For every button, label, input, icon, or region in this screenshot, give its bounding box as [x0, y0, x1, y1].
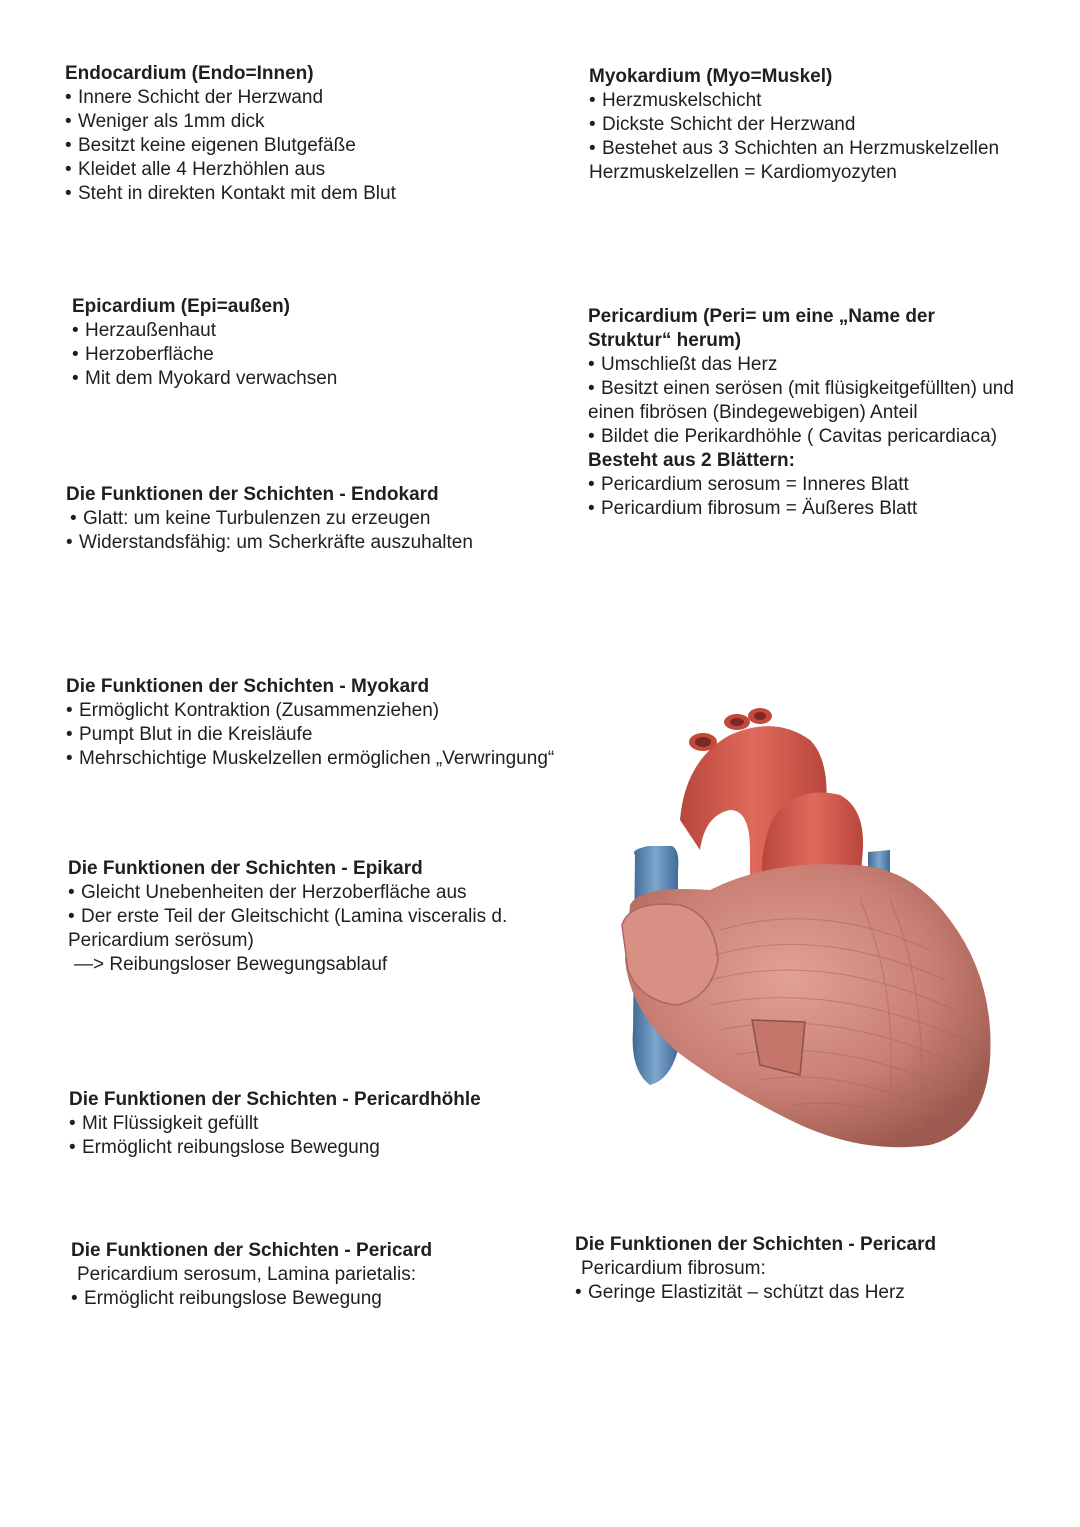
myokardium-note: Herzmuskelzellen = Kardiomyozyten	[589, 162, 897, 183]
list-item: • Widerstandsfähig: um Scherkräfte auszuhalten	[66, 531, 473, 555]
list-item: • Pericardium fibrosum = Äußeres Blatt	[588, 497, 1014, 521]
func-endokard-title: Die Funktionen der Schichten - Endokard	[66, 484, 439, 505]
list-item: • Geringe Elastizität – schützt das Herz	[575, 1281, 936, 1305]
func-epikard-result: —> Reibungsloser Bewegungsablauf	[74, 954, 388, 975]
heart-illustration	[600, 700, 1000, 1160]
func-pericardhoehle-title: Die Funktionen der Schichten - Pericardhöhle	[69, 1089, 481, 1110]
func-myokard-title: Die Funktionen der Schichten - Myokard	[66, 676, 430, 697]
list-item: • Herzoberfläche	[72, 343, 337, 367]
list-item: • Dickste Schicht der Herzwand	[589, 113, 999, 137]
list-item: • Herzmuskelschicht	[589, 89, 999, 113]
func-myokard-section	[66, 675, 554, 771]
pericardium-subheading: Besteht aus 2 Blättern:	[588, 450, 795, 471]
func-endokard-section	[66, 483, 473, 555]
pericardium-section	[588, 305, 1014, 521]
func-pericard-fibrosum-subtitle: Pericardium fibrosum:	[581, 1258, 766, 1279]
list-item: • Besitzt keine eigenen Blutgefäße	[65, 134, 396, 158]
pericardium-leaves-list	[588, 473, 1014, 521]
list-item: • Kleidet alle 4 Herzhöhlen aus	[65, 158, 396, 182]
pericardium-title-line2: Struktur“ herum)	[588, 330, 742, 351]
func-epikard-list	[68, 881, 507, 929]
list-item: • Pericardium serosum = Inneres Blatt	[588, 473, 1014, 497]
func-pericard-fibrosum-title: Die Funktionen der Schichten - Pericard	[575, 1234, 937, 1255]
list-item: • Umschließt das Herz	[588, 353, 1014, 377]
myokardium-section	[589, 65, 999, 185]
list-item: • Pumpt Blut in die Kreisläufe	[66, 723, 554, 747]
list-item: • Weniger als 1mm dick	[65, 110, 396, 134]
epicardium-section	[72, 295, 337, 391]
list-item: • Besitzt einen serösen (mit flüsigkeitgefüllten) und	[588, 377, 1014, 401]
endocardium-title: Endocardium (Endo=Innen)	[65, 63, 314, 84]
func-pericard-serosum-section	[71, 1239, 432, 1311]
myokardium-title: Myokardium (Myo=Muskel)	[589, 66, 833, 87]
list-item: • Mit dem Myokard verwachsen	[72, 367, 337, 391]
pericardium-continuation: einen fibrösen (Bindegewebigen) Anteil	[588, 402, 918, 423]
func-epikard-continuation: Pericardium serösum)	[68, 930, 254, 951]
list-item: • Bestehet aus 3 Schichten an Herzmuskelzellen	[589, 137, 999, 161]
list-item: • Gleicht Unebenheiten der Herzoberfläche aus	[68, 881, 507, 905]
list-item: • Steht in direkten Kontakt mit dem Blut	[65, 182, 396, 206]
list-item: • Mehrschichtige Muskelzellen ermöglichen „Verwringung“	[66, 747, 554, 771]
func-pericard-serosum-subtitle: Pericardium serosum, Lamina parietalis:	[77, 1264, 416, 1285]
func-epikard-title: Die Funktionen der Schichten - Epikard	[68, 858, 423, 879]
list-item: • Herzaußenhaut	[72, 319, 337, 343]
list-item: • Innere Schicht der Herzwand	[65, 86, 396, 110]
func-myokard-list	[66, 699, 554, 771]
func-pericard-fibrosum-list	[575, 1281, 936, 1305]
list-item: • Mit Flüssigkeit gefüllt	[69, 1112, 481, 1136]
func-epikard-section	[68, 857, 507, 977]
list-item: • Der erste Teil der Gleitschicht (Lamina visceralis d.	[68, 905, 507, 929]
list-item: • Bildet die Perikardhöhle ( Cavitas pericardiaca)	[588, 425, 1014, 449]
func-pericard-serosum-list	[71, 1287, 432, 1311]
pericardium-title-line1: Pericardium (Peri= um eine „Name der	[588, 306, 935, 327]
epicardium-list	[72, 319, 337, 391]
func-pericard-fibrosum-section	[575, 1233, 936, 1305]
pericardium-list-2	[588, 425, 1014, 449]
list-item: • Ermöglicht Kontraktion (Zusammenziehen)	[66, 699, 554, 723]
func-pericard-serosum-title: Die Funktionen der Schichten - Pericard	[71, 1240, 433, 1261]
endocardium-section	[65, 62, 396, 206]
pericardium-list	[588, 353, 1014, 401]
list-item: • Glatt: um keine Turbulenzen zu erzeugen	[70, 507, 473, 531]
func-endokard-list	[66, 507, 473, 555]
func-pericardhoehle-section	[69, 1088, 481, 1160]
endocardium-list	[65, 86, 396, 206]
func-pericardhoehle-list	[69, 1112, 481, 1160]
myokardium-list	[589, 89, 999, 161]
list-item: • Ermöglicht reibungslose Bewegung	[71, 1287, 432, 1311]
list-item: • Ermöglicht reibungslose Bewegung	[69, 1136, 481, 1160]
epicardium-title: Epicardium (Epi=außen)	[72, 296, 291, 317]
